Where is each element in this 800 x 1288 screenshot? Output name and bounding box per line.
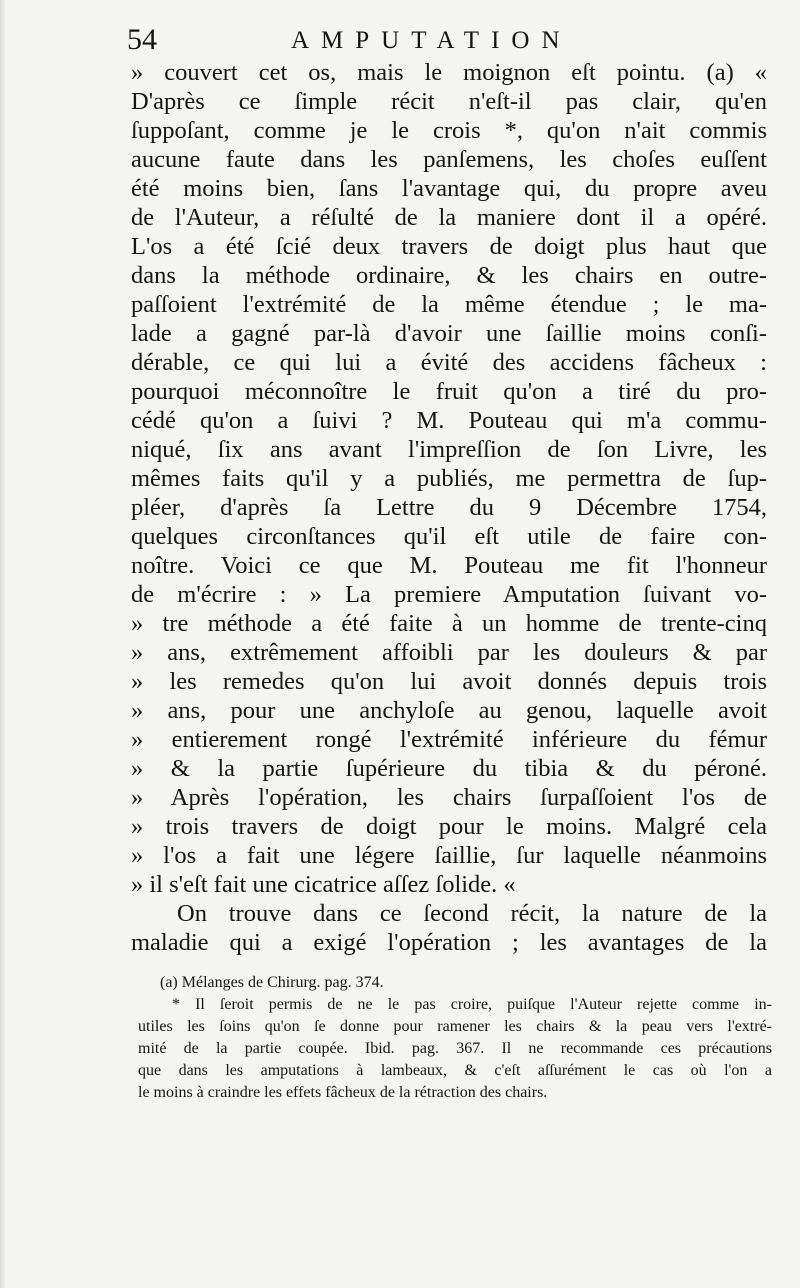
text-line: aucune faute dans les panſemens, les choſes euſſent	[131, 146, 767, 173]
text-line: maladie qui a exigé l'opération ; les avantages de la	[131, 929, 767, 956]
text-line: noître. Voici ce que M. Pouteau me fit l'honneur	[131, 552, 767, 579]
text-line: » & la partie ſupérieure du tibia & du péroné.	[131, 755, 767, 782]
footnote-line: mité de la partie coupée. Ibid. pag. 367. Il ne recommande ces précautions	[138, 1040, 772, 1057]
text-line: de m'écrire : » La premiere Amputation ſuivant vo-	[131, 581, 767, 608]
text-line: ſuppoſant, comme je le crois *, qu'on n'ait commis	[131, 117, 767, 144]
text-line: » tre méthode a été faite à un homme de trente-cinq	[131, 610, 767, 637]
text-line: de l'Auteur, a réſulté de la maniere dont il a opéré.	[131, 204, 767, 231]
text-line: L'os a été ſcié deux travers de doigt plus haut que	[131, 233, 767, 260]
text-line: quelques circonſtances qu'il eſt utile de faire con-	[131, 523, 767, 550]
text-line: été moins bien, ſans l'avantage qui, du propre aveu	[131, 175, 767, 202]
text-line: mêmes faits qu'il y a publiés, me permettra de ſup-	[131, 465, 767, 492]
text-line: pléer, d'après ſa Lettre du 9 Décembre 1754,	[131, 494, 767, 521]
footnotes	[138, 972, 772, 1104]
text-line: lade a gagné par-là d'avoir une ſaillie moins conſi-	[131, 320, 767, 347]
text-line: » ans, extrêmement affoibli par les douleurs & par	[131, 639, 767, 666]
text-line: dans la méthode ordinaire, & les chairs en outre-	[131, 262, 767, 289]
text-line: cédé qu'on a ſuivi ? M. Pouteau qui m'a commu-	[131, 407, 767, 434]
text-line: » les remedes qu'on lui avoit donnés depuis trois	[131, 668, 767, 695]
text-line: » il s'eſt fait une cicatrice aſſez ſolide. «	[131, 871, 516, 898]
text-line: » trois travers de doigt pour le moins. Malgré cela	[131, 813, 767, 840]
text-line: » Après l'opération, les chairs ſurpaſſoient l'os de	[131, 784, 767, 811]
text-line: » ans, pour une anchyloſe au genou, laquelle avoit	[131, 697, 767, 724]
text-line: niqué, ſix ans avant l'impreſſion de ſon Livre, les	[131, 436, 767, 463]
text-line: paſſoient l'extrémité de la même étendue ; le ma-	[131, 291, 767, 318]
scan-edge-left	[0, 0, 6, 1288]
page-number: 54	[127, 23, 157, 56]
text-line: » couvert cet os, mais le moignon eſt pointu. (a) «	[131, 59, 767, 86]
page-header	[127, 18, 767, 58]
footnote-line: le moins à craindre les effets fâcheux de la rétraction des chairs.	[138, 1084, 548, 1101]
running-title: AMPUTATION	[291, 27, 572, 54]
text-line: » entierement rongé l'extrémité inférieure du fémur	[131, 726, 767, 753]
body-text	[131, 58, 767, 957]
footnote-line: utiles les ſoins qu'on ſe donne pour ramener les chairs & la peau vers l'extré-	[138, 1018, 772, 1035]
footnote-a: (a) Mélanges de Chirurg. pag. 374.	[160, 974, 384, 991]
text-line: D'après ce ſimple récit n'eſt-il pas clair, qu'en	[131, 88, 767, 115]
text-line: pourquoi méconnoître le fruit qu'on a tiré du pro-	[131, 378, 767, 405]
text-line: dérable, ce qui lui a évité des accidens fâcheux :	[131, 349, 767, 376]
footnote-line: que dans les amputations à lambeaux, & c'eſt aſſurément le cas où l'on a	[138, 1062, 772, 1079]
paragraph-start-line: On trouve dans ce ſecond récit, la nature de la	[177, 900, 767, 927]
footnote-star: * Il ſeroit permis de ne le pas croire, puiſque l'Auteur rejette comme in-	[172, 996, 772, 1013]
text-line: » l'os a fait une légere ſaillie, ſur laquelle néanmoins	[131, 842, 767, 869]
